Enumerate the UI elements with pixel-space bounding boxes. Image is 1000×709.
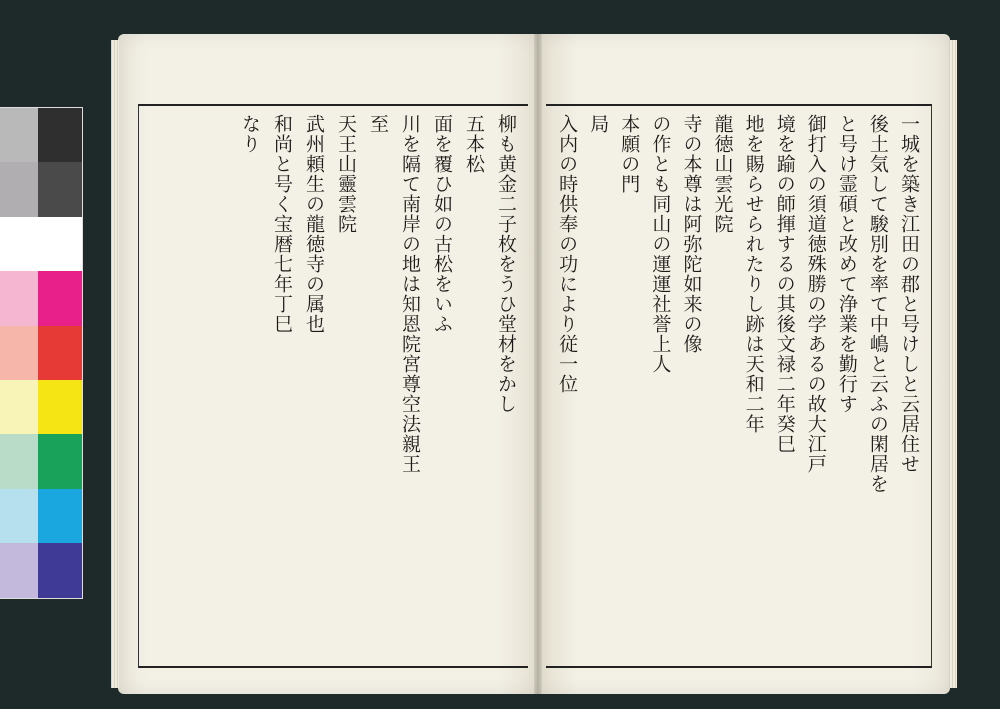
color-swatch [38, 543, 82, 597]
color-swatch [0, 434, 38, 488]
text-column: 局 [587, 114, 610, 134]
color-swatch [0, 326, 38, 380]
color-swatch [0, 271, 38, 325]
left-text-frame [138, 104, 528, 668]
color-swatch [38, 162, 82, 216]
color-swatch [38, 108, 82, 162]
color-swatch [0, 108, 38, 162]
text-column: 後土気して駿別を率て中嶋と云ふの閑居を [866, 114, 889, 494]
text-column: 川を隔て南岸の地は知恩院宮尊空法親王 [399, 114, 421, 474]
color-swatch [38, 326, 82, 380]
text-column: 至 [367, 114, 389, 134]
text-column: 本願の門 [618, 114, 641, 194]
text-column: 五本松 [463, 114, 485, 174]
open-book [118, 34, 950, 694]
color-swatch [38, 434, 82, 488]
text-column: 境を踰の師揮するの其後文禄二年癸巳 [773, 114, 796, 454]
text-column: の作とも同山の運運社誉上人 [649, 114, 672, 374]
text-column: 御打入の須道徳殊勝の学あるの故大江戸 [804, 114, 827, 474]
text-column: 一城を築き江田の郡と号けしと云居住せ [898, 114, 920, 474]
book-gutter [534, 34, 542, 694]
right-page-columns [552, 114, 925, 658]
right-page [538, 34, 950, 694]
color-swatch [0, 543, 38, 597]
color-swatch [0, 380, 38, 434]
color-swatch [38, 271, 82, 325]
color-calibration-chart [0, 108, 82, 598]
right-page-edge [949, 40, 957, 688]
color-swatch [0, 489, 38, 543]
right-text-frame [546, 104, 932, 668]
text-column: 入内の時供奉の功により従一位 [556, 114, 579, 394]
text-column: と号け霊碩と改めて浄業を勤行す [835, 114, 858, 414]
text-column: 和尚と号く宝暦七年丁巳 [271, 114, 293, 334]
text-column: 柳も黄金二子枚をうひ堂材をかし [495, 114, 517, 414]
text-column: 地を賜らせられたりし跡は天和二年 [742, 114, 765, 434]
text-column: 武州頼生の龍徳寺の属也 [303, 114, 325, 334]
left-page-columns [145, 114, 522, 658]
text-column: 寺の本尊は阿弥陀如来の像 [680, 114, 703, 354]
text-column: なり [239, 114, 261, 154]
color-swatch [0, 162, 38, 216]
left-page-edge [111, 40, 119, 688]
color-swatch [0, 217, 38, 271]
text-column: 龍徳山雲光院 [711, 114, 734, 234]
color-swatch [38, 489, 82, 543]
color-swatch [38, 217, 82, 271]
text-column: 天王山靈雲院 [335, 114, 357, 234]
left-page [118, 34, 538, 694]
color-swatch [38, 380, 82, 434]
text-column: 面を覆ひ如の古松をいふ [431, 114, 453, 334]
